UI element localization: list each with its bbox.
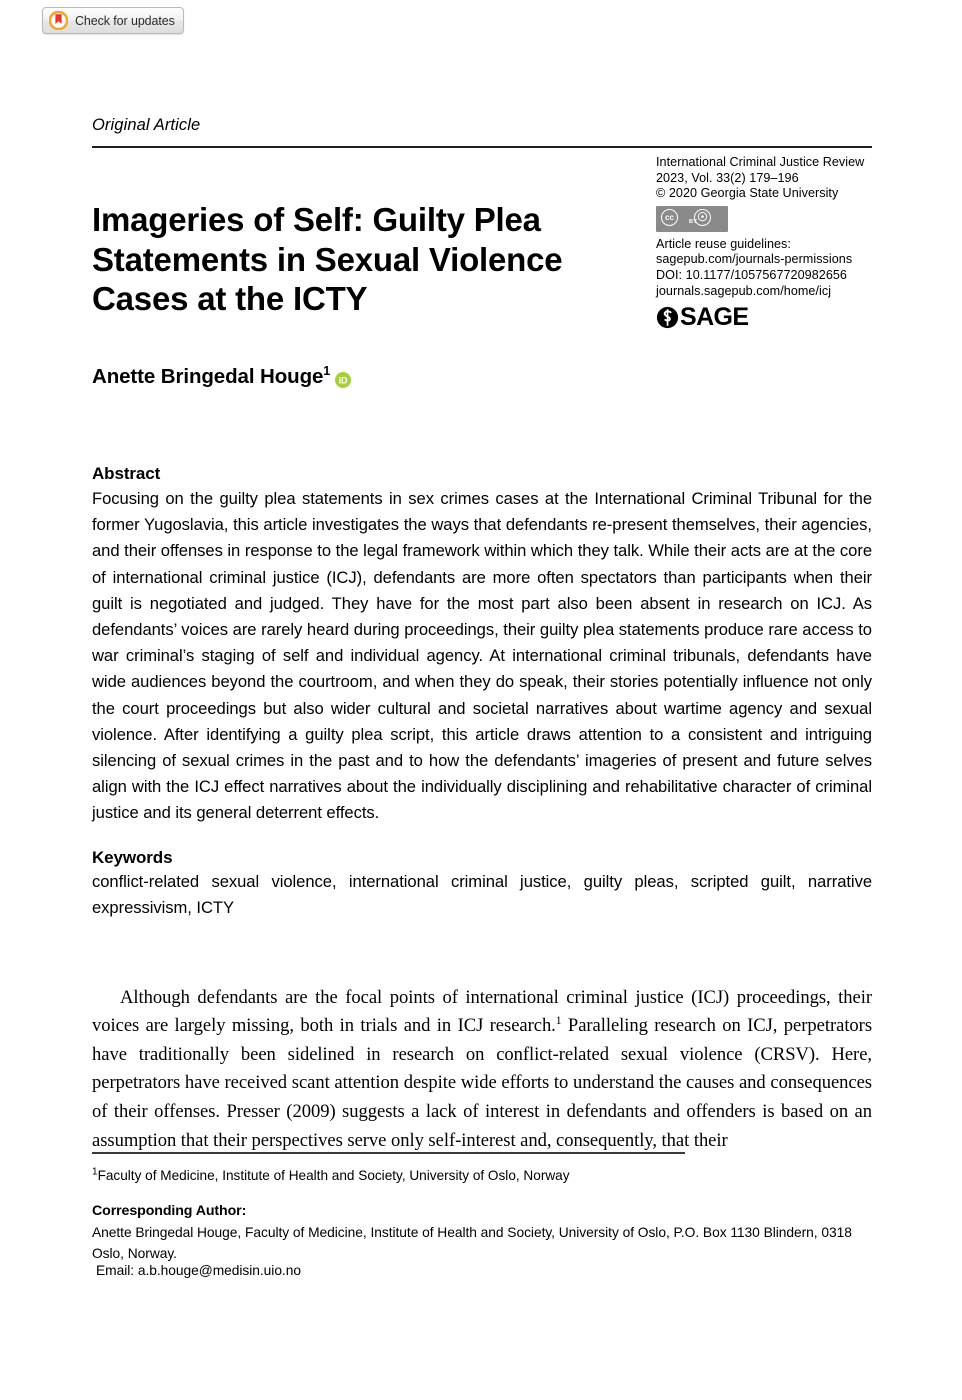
corresponding-author-heading: Corresponding Author: (92, 1203, 247, 1219)
crossmark-bookmark-icon (49, 11, 68, 30)
corresponding-author-address: Anette Bringedal Houge, Faculty of Medicine, Institute of Health and Society, University of Oslo, P.O. Box 1130 Blindern, 0318 Oslo, Norway. (92, 1225, 852, 1261)
keywords-text: conflict-related sexual violence, international criminal justice, guilty pleas, scripted guilt, narrative expressivism, ICTY (92, 872, 872, 918)
creative-commons-icon: cc (661, 209, 678, 226)
check-for-updates-button[interactable] (42, 7, 184, 34)
doi-line[interactable]: DOI: 10.1177/1057567720982656 (656, 267, 847, 282)
journal-volume-pages: 2023, Vol. 33(2) 179–196 (656, 170, 799, 185)
author-byline (92, 365, 351, 389)
cc-by-label: BY (689, 219, 698, 226)
header-divider (92, 146, 872, 148)
sage-s-mark-icon (656, 306, 679, 329)
reuse-guidelines-link[interactable]: sagepub.com/journals-permissions (656, 252, 853, 267)
footnote-marker-1[interactable]: 1 (555, 1015, 562, 1027)
svg-text:iD: iD (338, 375, 348, 386)
abstract-heading: Abstract (92, 464, 161, 483)
author-name: Anette Bringedal Houge (92, 365, 324, 388)
author-affiliation-note (92, 1166, 872, 1185)
abstract-text: Focusing on the guilty plea statements in sex crimes cases at the International Criminal Tribunal for the former Yugoslavia, this article investigates the ways that defendants re-present themselves, their agencies, and their offenses in response to the legal framework within which they talk. While their acts are at the core of international criminal justice (ICJ), defendants are more often spectators than participants when their guilt is negotiated and judged. They have for the most part also been absent in research on ICJ. As defendants’ voices are rarely heard during proceedings, their guilty plea statements produce rare access to war criminal’s staging of self and individual agency. At international criminal tribunals, defendants have wide audiences beyond the courtroom, and when they do speak, their stories potentially influence not only the court proceedings but also wider cultural and societal narratives about wartime agency and sexual violence. After identifying a guilty plea script, this article draws attention to a consistent and intriguing silencing of sexual crimes in the past and to how the defendants’ imageries of present and future selves align with the ICJ effect narratives about the individually disciplining and rehabilitative character of criminal justice and its general deterrent effects. (92, 489, 872, 823)
keywords-heading: Keywords (92, 848, 173, 867)
attribution-person-icon: ☉ (694, 209, 711, 226)
orcid-icon[interactable] (335, 370, 351, 386)
cc-by-license-badge[interactable] (656, 206, 728, 232)
affiliation-marker: 1 (92, 1166, 98, 1178)
footnote-divider (92, 1152, 685, 1154)
affiliation-text: Faculty of Medicine, Institute of Health and Society, University of Oslo, Norway (97, 1168, 570, 1183)
journal-masthead (656, 155, 874, 329)
author-affiliation-marker: 1 (323, 364, 331, 378)
introduction-paragraph (92, 984, 872, 1156)
journal-home-link[interactable]: journals.sagepub.com/home/icj (656, 283, 832, 298)
intro-text-part-a: Although defendants are the focal points of international criminal justice (ICJ) proceedings, their voices are largely missing, both in trials and in ICJ research. (92, 986, 872, 1037)
check-for-updates-label: Check for updates (75, 13, 175, 28)
journal-name: International Criminal Justice Review (656, 155, 865, 169)
sage-publisher-logo (656, 302, 874, 331)
reuse-guidelines-label: Article reuse guidelines: (656, 236, 791, 251)
intro-text-part-b: Paralleling research on ICJ, perpetrators have traditionally been sidelined in research on conflict-related sexual violence (CRSV). Here, perpetrators have received scant attention despite wide efforts to understand the causes and consequences of their offenses. Presser (2009) suggests a lack of interest in defendants and offenders is based on an assumption that their perspectives serve only self-interest and, consequently, that their (92, 1015, 873, 1151)
corresponding-author-email[interactable]: Email: a.b.houge@medisin.uio.no (96, 1263, 301, 1278)
page-title: Imageries of Self: Guilty Plea Statements in Sexual Violence Cases at the ICTY (92, 201, 563, 318)
sage-wordmark: SAGE (680, 302, 749, 331)
copyright-line: © 2020 Georgia State University (656, 186, 839, 201)
article-type-kicker: Original Article (92, 116, 201, 134)
